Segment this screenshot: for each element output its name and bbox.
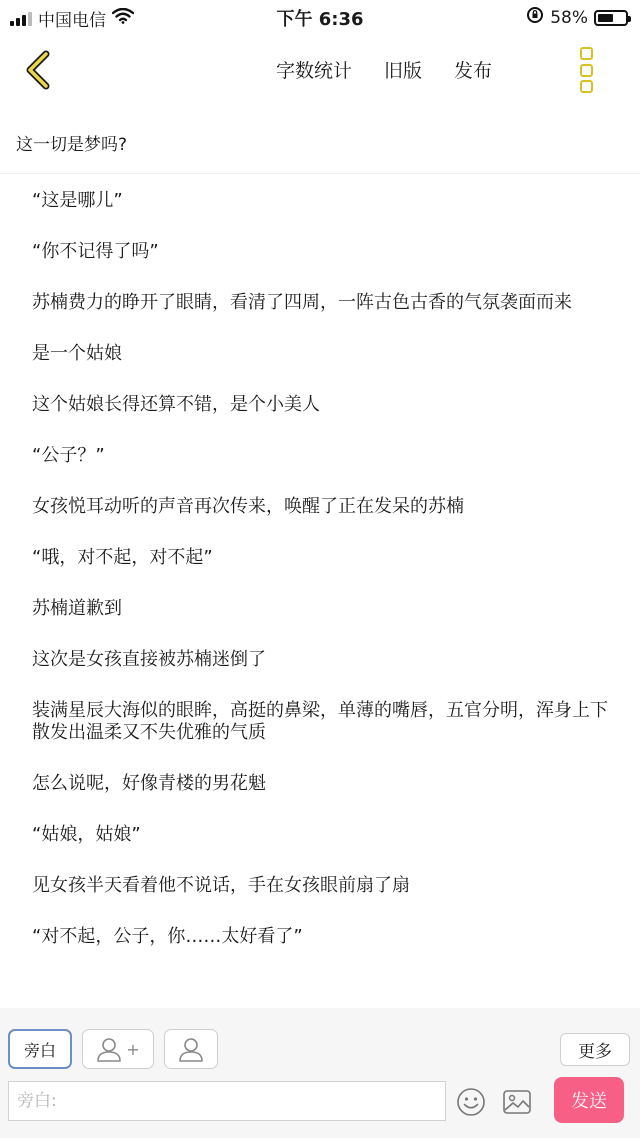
old-version-button[interactable]: 旧版 <box>383 60 422 82</box>
story-content <box>32 174 612 1008</box>
back-button[interactable] <box>20 48 60 92</box>
story-paragraph: 苏楠费力的睁开了眼睛，看清了四周，一阵古色古香的气氛袭面而来 <box>32 292 572 313</box>
battery-icon <box>594 10 628 26</box>
story-paragraph: “姑娘，姑娘” <box>32 824 141 845</box>
narration-role-label: 旁白 <box>23 1040 56 1060</box>
story-paragraph: 苏楠道歉到 <box>32 598 122 619</box>
story-paragraph: 怎么说呢，好像青楼的男花魁 <box>32 773 266 794</box>
role-selector <box>8 1029 218 1069</box>
carrier-label: 中国电信 <box>38 11 106 31</box>
battery-percent: 58% <box>550 7 588 28</box>
smiley-icon <box>456 1087 486 1117</box>
story-paragraph: “这是哪儿” <box>32 190 123 211</box>
story-paragraph: 是一个姑娘 <box>32 343 122 364</box>
status-right <box>526 6 628 29</box>
message-input[interactable] <box>8 1081 446 1121</box>
image-icon <box>502 1087 532 1117</box>
image-button[interactable] <box>502 1087 532 1117</box>
story-paragraph: “哦，对不起，对不起” <box>32 547 213 568</box>
story-paragraph: 见女孩半天看着他不说话，手在女孩眼前扇了扇 <box>32 875 410 896</box>
send-button[interactable]: 发送 <box>554 1077 624 1123</box>
story-paragraph: “公子？” <box>32 445 105 466</box>
story-paragraph: “对不起，公子，你……太好看了” <box>32 926 303 947</box>
composer-panel <box>0 1008 640 1138</box>
chevron-left-icon <box>20 48 60 92</box>
more-dots-icon[interactable] <box>580 47 596 93</box>
more-button[interactable]: 更多 <box>560 1033 630 1066</box>
narration-role-button[interactable] <box>8 1029 72 1069</box>
story-paragraph: 这次是女孩直接被苏楠迷倒了 <box>32 649 266 670</box>
person-icon <box>178 1036 204 1062</box>
nav-bar <box>0 34 640 106</box>
rotation-lock-icon <box>526 6 544 29</box>
emoji-button[interactable] <box>456 1087 486 1117</box>
status-bar <box>0 0 640 34</box>
nav-actions <box>276 56 492 83</box>
story-paragraph: 装满星辰大海似的眼眸，高挺的鼻梁，单薄的嘴唇，五官分明，浑身上下散发出温柔又不失优雅的气质 <box>32 700 608 743</box>
add-role-button[interactable] <box>82 1029 154 1069</box>
person-add-icon <box>96 1036 122 1062</box>
story-paragraph: “你不记得了吗” <box>32 241 159 262</box>
publish-button[interactable]: 发布 <box>453 60 492 82</box>
input-row <box>8 1081 632 1125</box>
status-time: 下午 6:36 <box>276 9 364 30</box>
story-paragraph: 女孩悦耳动听的声音再次传来，唤醒了正在发呆的苏楠 <box>32 496 464 517</box>
role-button[interactable] <box>164 1029 218 1069</box>
word-count-button[interactable]: 字数统计 <box>275 60 352 82</box>
chapter-title: 这一切是梦吗? <box>0 106 640 174</box>
add-symbol: + <box>126 1039 140 1059</box>
story-paragraph: 这个姑娘长得还算不错，是个小美人 <box>32 394 320 415</box>
